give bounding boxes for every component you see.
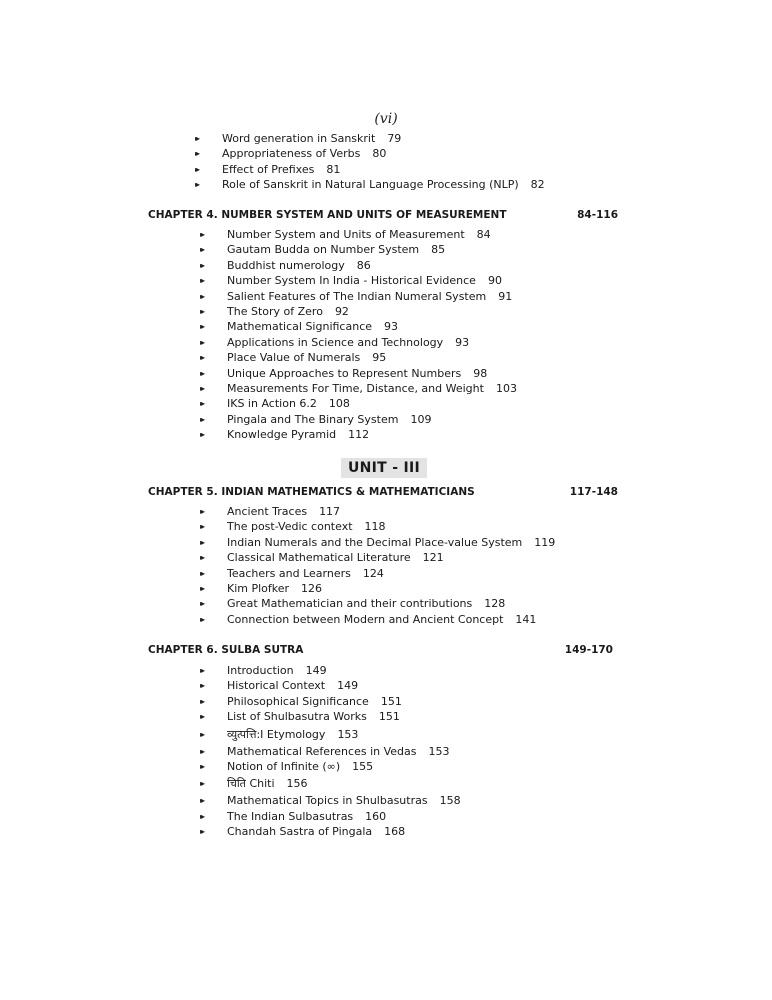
double-arrow-bullet-icon: [200, 273, 202, 288]
item-page: 155: [352, 759, 374, 773]
item-page: 109: [410, 412, 432, 426]
double-arrow-bullet-icon: [200, 694, 202, 709]
item-page: 92: [334, 304, 349, 318]
list-item: [200, 273, 517, 288]
item-page: 81: [326, 162, 341, 176]
item-title: Gautam Budda on Number System: [227, 243, 420, 257]
item-page: 112: [348, 428, 370, 442]
item-title: Effect of Prefixes: [222, 162, 315, 176]
double-arrow-bullet-icon: [200, 504, 202, 519]
item-page: 95: [372, 351, 387, 365]
list-item: [200, 519, 555, 534]
item-title: Great Mathematician and their contributions: [227, 597, 473, 611]
list-item: [195, 177, 545, 192]
list-item: [200, 227, 517, 242]
double-arrow-bullet-icon: [200, 412, 202, 427]
double-arrow-bullet-icon: [200, 824, 202, 839]
list-item: [200, 596, 555, 611]
list-item: [200, 663, 461, 678]
item-page: 158: [439, 794, 461, 808]
item-page: 80: [372, 147, 387, 161]
item-page: 124: [362, 566, 384, 580]
list-item: [200, 396, 517, 411]
double-arrow-bullet-icon: [200, 535, 202, 550]
double-arrow-bullet-icon: [200, 550, 202, 565]
double-arrow-bullet-icon: [200, 612, 202, 627]
item-title: Ancient Traces: [227, 505, 308, 518]
item-title: Salient Features of The Indian Numeral System: [227, 289, 487, 303]
item-title: Indian Numerals and the Decimal Place-value System: [227, 535, 523, 549]
list-item: [200, 366, 517, 381]
chapter-4-list: [200, 227, 517, 442]
item-title: List of Shulbasutra Works: [227, 710, 367, 724]
double-arrow-bullet-icon: [195, 162, 197, 177]
list-item: [200, 504, 555, 519]
list-item: [200, 694, 461, 709]
list-item: [200, 744, 461, 759]
item-title: Role of Sanskrit in Natural Language Processing (NLP): [222, 178, 519, 192]
list-item: [200, 427, 517, 442]
double-arrow-bullet-icon: [200, 744, 202, 759]
item-title: Mathematical References in Vedas: [227, 744, 417, 758]
item-title: Knowledge Pyramid: [227, 428, 337, 442]
list-item: [200, 535, 555, 550]
item-page: 91: [498, 289, 513, 303]
item-title: Word generation in Sanskrit: [222, 132, 376, 145]
list-item: [200, 809, 461, 824]
item-page: 118: [364, 520, 386, 534]
item-title: Buddhist numerology: [227, 258, 345, 272]
item-title: Place Value of Numerals: [227, 351, 361, 365]
list-item: [200, 678, 461, 693]
list-item: [200, 725, 461, 744]
list-item: [200, 793, 461, 808]
chapter-title: CHAPTER 6. SULBA SUTRA: [148, 644, 304, 656]
list-item: [195, 146, 545, 161]
item-title: Number System and Units of Measurement: [227, 228, 465, 241]
item-page: 160: [365, 809, 387, 823]
item-title: Notion of Infinite (∞): [227, 759, 341, 773]
item-page: 153: [428, 744, 450, 758]
item-page: 151: [378, 710, 400, 724]
list-item: [200, 774, 461, 793]
double-arrow-bullet-icon: [200, 566, 202, 581]
double-arrow-bullet-icon: [195, 146, 197, 161]
item-title: Connection between Modern and Ancient Concept: [227, 612, 504, 626]
item-page: 119: [534, 535, 556, 549]
list-item: [200, 824, 461, 839]
item-page: 84: [476, 228, 491, 241]
item-page: 86: [356, 258, 371, 272]
item-title: चिति Chiti: [227, 777, 275, 791]
double-arrow-bullet-icon: [200, 581, 202, 596]
item-title: IKS in Action 6.2: [227, 397, 317, 411]
double-arrow-bullet-icon: [200, 759, 202, 774]
double-arrow-bullet-icon: [200, 335, 202, 350]
item-page: 149: [337, 679, 359, 693]
item-page: 168: [384, 825, 406, 839]
item-title: Unique Approaches to Represent Numbers: [227, 366, 462, 380]
double-arrow-bullet-icon: [200, 725, 202, 744]
double-arrow-bullet-icon: [200, 519, 202, 534]
list-item: [200, 612, 555, 627]
chapter-title: CHAPTER 5. INDIAN MATHEMATICS & MATHEMATICIANS: [148, 486, 475, 498]
item-page: 128: [484, 597, 506, 611]
item-title: Applications in Science and Technology: [227, 335, 444, 349]
item-title: The Indian Sulbasutras: [227, 809, 354, 823]
double-arrow-bullet-icon: [200, 793, 202, 808]
double-arrow-bullet-icon: [200, 396, 202, 411]
item-title: Measurements For Time, Distance, and Weight: [227, 381, 484, 395]
list-item: [200, 550, 555, 565]
list-item: [195, 162, 545, 177]
list-item: [200, 412, 517, 427]
double-arrow-bullet-icon: [200, 258, 202, 273]
double-arrow-bullet-icon: [200, 304, 202, 319]
double-arrow-bullet-icon: [200, 242, 202, 257]
item-title: Chandah Sastra of Pingala: [227, 825, 373, 839]
item-title: Mathematical Topics in Shulbasutras: [227, 794, 428, 808]
item-page: 93: [455, 335, 470, 349]
item-page: 85: [431, 243, 446, 257]
item-page: 151: [380, 694, 402, 708]
list-item: [200, 304, 517, 319]
list-item: [200, 566, 555, 581]
item-page: 79: [387, 132, 402, 145]
chapter-page-range: 84-116: [577, 209, 618, 221]
item-page: 108: [328, 397, 350, 411]
chapter-5-list: [200, 504, 555, 627]
item-page: 103: [495, 381, 517, 395]
double-arrow-bullet-icon: [200, 381, 202, 396]
item-page: 126: [301, 581, 323, 595]
item-page: 149: [305, 664, 327, 677]
list-item: [200, 759, 461, 774]
double-arrow-bullet-icon: [200, 709, 202, 724]
item-page: 82: [530, 178, 545, 192]
page-number: (vi): [374, 111, 398, 127]
chapter-page-range: 149-170: [564, 644, 613, 656]
double-arrow-bullet-icon: [200, 809, 202, 824]
double-arrow-bullet-icon: [200, 427, 202, 442]
item-page: 90: [487, 274, 502, 288]
list-item: [200, 335, 517, 350]
list-item: [200, 319, 517, 334]
chapter-title: CHAPTER 4. NUMBER SYSTEM AND UNITS OF MEASUREMENT: [148, 209, 507, 221]
item-title: Kim Plofker: [227, 581, 290, 595]
double-arrow-bullet-icon: [195, 177, 197, 192]
list-item: [200, 709, 461, 724]
item-title: Pingala and The Binary System: [227, 412, 399, 426]
item-title: Mathematical Significance: [227, 320, 373, 334]
item-title: Teachers and Learners: [227, 566, 351, 580]
list-item: [200, 381, 517, 396]
list-item: [200, 350, 517, 365]
double-arrow-bullet-icon: [200, 319, 202, 334]
double-arrow-bullet-icon: [200, 366, 202, 381]
double-arrow-bullet-icon: [200, 678, 202, 693]
chapter-6-list: [200, 663, 461, 840]
item-page: 121: [422, 551, 444, 565]
item-title: Appropriateness of Verbs: [222, 147, 361, 161]
item-title: The Story of Zero: [227, 304, 323, 318]
double-arrow-bullet-icon: [200, 289, 202, 304]
double-arrow-bullet-icon: [200, 596, 202, 611]
item-page: 153: [337, 727, 359, 741]
item-page: 98: [473, 366, 488, 380]
item-title: Historical Context: [227, 679, 326, 693]
unit-label: UNIT - III: [341, 458, 427, 478]
list-item: [200, 258, 517, 273]
list-item: [200, 581, 555, 596]
top-list: [195, 131, 545, 193]
list-item: [200, 242, 517, 257]
item-page: 93: [384, 320, 399, 334]
item-title: Introduction: [227, 664, 294, 677]
double-arrow-bullet-icon: [195, 131, 197, 146]
item-title: व्युत्पत्ति:I Etymology: [227, 727, 326, 741]
item-title: Philosophical Significance: [227, 694, 369, 708]
item-title: Number System In India - Historical Evidence: [227, 274, 476, 288]
double-arrow-bullet-icon: [200, 227, 202, 242]
list-item: [195, 131, 545, 146]
item-page: 141: [515, 612, 537, 626]
item-title: Classical Mathematical Literature: [227, 551, 411, 565]
item-page: 156: [286, 777, 308, 791]
double-arrow-bullet-icon: [200, 663, 202, 678]
double-arrow-bullet-icon: [200, 774, 202, 793]
chapter-page-range: 117-148: [569, 486, 618, 498]
list-item: [200, 289, 517, 304]
item-title: The post-Vedic context: [227, 520, 353, 534]
item-page: 117: [319, 505, 341, 518]
double-arrow-bullet-icon: [200, 350, 202, 365]
